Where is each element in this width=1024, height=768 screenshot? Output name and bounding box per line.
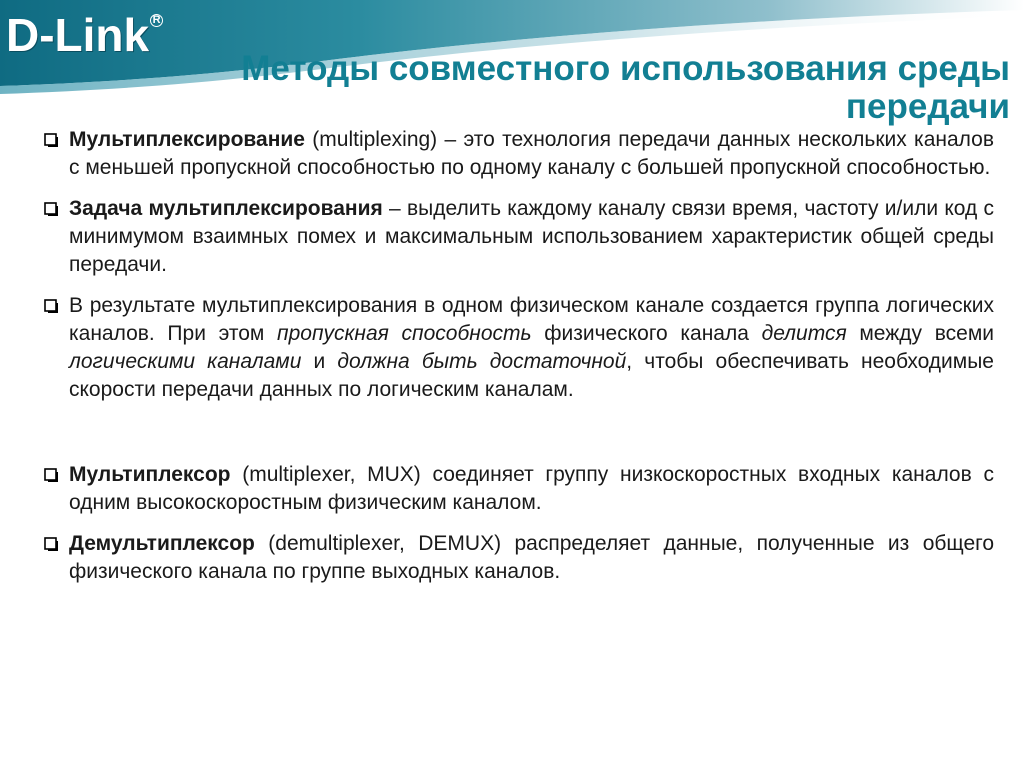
checkbox-bullet-icon bbox=[44, 537, 58, 551]
slide-content bbox=[44, 126, 994, 586]
registered-mark-icon: R bbox=[150, 14, 163, 27]
italic-phrase: должна быть достаточной bbox=[337, 350, 627, 373]
term: Мультиплексор bbox=[69, 463, 231, 486]
checkbox-bullet-icon bbox=[44, 133, 58, 147]
term: Мультиплексирование bbox=[69, 128, 305, 151]
bullet-multiplexing bbox=[44, 126, 994, 182]
bullet-text: и bbox=[301, 350, 338, 373]
bullet-demultiplexer bbox=[44, 530, 994, 586]
checkbox-bullet-icon bbox=[44, 299, 58, 313]
bullet-text: , чтобы обеспечивать необходимые скорости передачи данных по логическим каналам. bbox=[69, 350, 994, 401]
italic-phrase: делится bbox=[761, 322, 847, 345]
bullet-text: – выделить каждому каналу связи время, частоту и/или код с минимумом взаимных помех и максимальным использованием характеристик общей среды передачи. bbox=[69, 197, 994, 276]
italic-phrase: логическими каналами bbox=[69, 350, 302, 373]
spacer bbox=[44, 404, 994, 461]
slide-title: Методы совместного использования среды передачи bbox=[241, 49, 1010, 126]
term: Демультиплексор bbox=[69, 532, 255, 555]
bullet-multiplexing-task bbox=[44, 195, 994, 279]
logo-text: D-Link bbox=[6, 9, 150, 61]
checkbox-bullet-icon bbox=[44, 468, 58, 482]
italic-phrase: пропускная способность bbox=[277, 322, 532, 345]
bullet-multiplexer bbox=[44, 461, 994, 517]
bullet-text: В результате мультиплексирования в одном физическом канале создается группа логических каналов. При этом bbox=[69, 294, 994, 345]
checkbox-bullet-icon bbox=[44, 202, 58, 216]
term: Задача мультиплексирования bbox=[69, 197, 383, 220]
bullet-text: (multiplexer, MUX) соединяет группу низкоскоростных входных каналов с одним высокоскоростным физическим каналом. bbox=[69, 463, 994, 514]
bullet-logical-channels bbox=[44, 292, 994, 404]
bullet-text: (demultiplexer, DEMUX) распределяет данные, полученные из общего физического канала по группе выходных каналов. bbox=[69, 532, 994, 583]
bullet-text: (multiplexing) – это технология передачи данных нескольких каналов с меньшей пропускной способностью по одному каналу с большей пропускной способностью. bbox=[69, 128, 994, 179]
bullet-text: между всеми bbox=[846, 322, 994, 345]
bullet-text: физического канала bbox=[531, 322, 762, 345]
